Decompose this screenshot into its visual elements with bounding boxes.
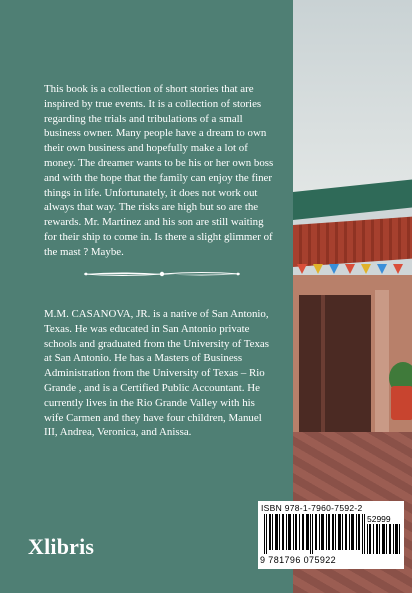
price-addon-text: 52999 xyxy=(367,514,391,524)
ornament-divider xyxy=(82,268,242,280)
isbn-text: ISBN 978-1-7960-7592-2 xyxy=(261,503,363,513)
isbn-barcode xyxy=(258,501,404,569)
barcode-digits: 9 781796 075922 xyxy=(260,555,337,565)
author-bio: M.M. CASANOVA, JR. is a native of San Antonio, Texas. He was educated in San Antonio private schools and graduated from the University of Texas at San Antonio. He has a Masters of Business Administration from the University of Texas – Rio Grande , and is a Certified Public Accountant. He currently lives in the Rio Grande Valley with his wife Carmen and they have four children, Manuel III, Andrea, Veronica, and Anissa. xyxy=(44,308,269,439)
book-blurb: This book is a collection of short stories that are inspired by true events. It is a collection of stories regarding the trials and tribulations of a small business owner. Many people have a dream to own their own business and hopefully make a lot of money. The dreamer wants to be his or her own boss and with the hope that the family can enjoy the finer things in life. Unfortunately, it does not work out always that way. The risks are high but so are the rewards. Mr. Martinez and his son are still waiting for their ship to come in. Is there a slight glimmer of the mast ? Maybe. xyxy=(44,83,274,258)
papel-picado-flags xyxy=(293,264,412,282)
barcode-bars xyxy=(264,514,366,554)
publisher-logo: Xlibris xyxy=(28,534,95,559)
flower-pot xyxy=(391,386,412,420)
doorway xyxy=(299,295,371,435)
addon-barcode-bars xyxy=(367,524,401,554)
